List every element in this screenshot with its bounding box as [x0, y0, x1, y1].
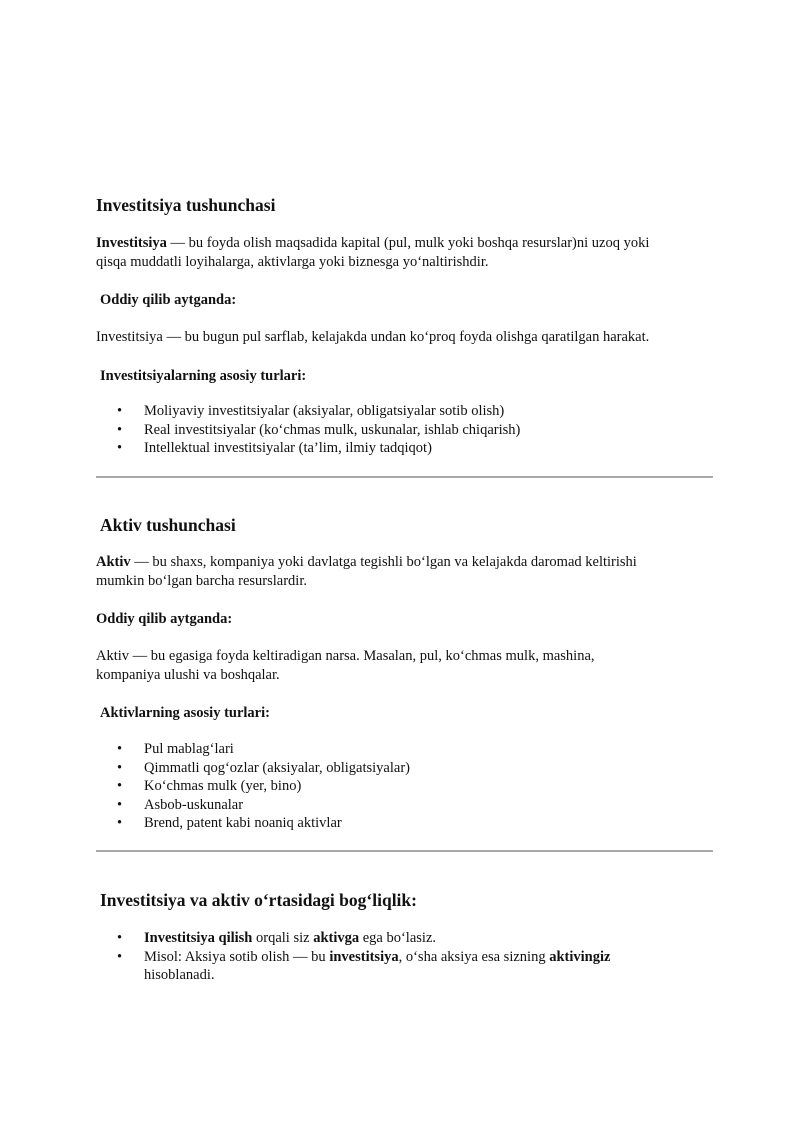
- item-text: , o‘sha aksiya esa sizning: [398, 948, 550, 965]
- definition-text: — bu shaxs, kompaniya yoki davlatga tegishli bo‘lgan va kelajakda daromad keltirishi: [130, 554, 637, 570]
- bullet-icon: •: [117, 930, 123, 946]
- types-heading-2: Aktivlarning asosiy turlari:: [100, 705, 270, 721]
- simple-text-1-line: Investitsiya — bu bugun pul sarflab, kelajakda undan ko‘proq foyda olishga qaratilgan harakat.: [96, 329, 650, 345]
- bullet-icon: •: [117, 796, 123, 813]
- bullet-icon: •: [117, 815, 123, 831]
- emphasis-text: aktivingiz: [549, 948, 611, 965]
- definition-text: — bu foyda olish maqsadida kapital (pul, mulk yoki boshqa resurslar)ni uzoq yoki: [166, 235, 650, 251]
- bullet-icon: •: [117, 403, 123, 419]
- section-title-boglliqlik: Investitsiya va aktiv o‘rtasidagi bog‘liqlik:: [100, 890, 417, 910]
- definition-term: Aktiv: [96, 554, 131, 570]
- bullet-icon: •: [117, 948, 123, 965]
- list-item-text: Moliyaviy investitsiyalar (aksiyalar, obligatsiyalar sotib olish): [144, 403, 505, 419]
- list-item-text: Asbob-uskunalar: [144, 796, 244, 813]
- emphasis-text: aktivga: [313, 930, 360, 946]
- item-text: orqali siz: [252, 930, 314, 946]
- bullet-icon: •: [117, 440, 123, 456]
- investitsiya-types-list: [96, 402, 520, 458]
- emphasis-text: investitsiya: [329, 948, 399, 965]
- divider: [96, 476, 713, 478]
- boglliqlik-list: [96, 929, 610, 985]
- list-item: [96, 402, 520, 421]
- list-item-text: Pul mablag‘lari: [144, 741, 234, 757]
- simple-text-1: [96, 328, 716, 347]
- list-item: [96, 814, 410, 833]
- bullet-icon: •: [117, 778, 123, 794]
- emphasis-text: Investitsiya qilish: [144, 930, 253, 946]
- types-heading-1: Investitsiyalarning asosiy turlari:: [100, 368, 307, 384]
- list-item: [96, 796, 410, 815]
- simple-text-2-line-2: kompaniya ulushi va boshqalar.: [96, 667, 280, 683]
- list-item-text: Brend, patent kabi noaniq aktivlar: [144, 815, 342, 831]
- definition-term: Investitsiya: [96, 235, 167, 251]
- list-item: [96, 439, 520, 458]
- item-text: ega bo‘lasiz.: [359, 930, 437, 946]
- section-title-aktiv: Aktiv tushunchasi: [100, 515, 236, 535]
- list-item-text: Qimmatli qog‘ozlar (aksiyalar, obligatsiyalar): [144, 759, 410, 776]
- item-text-line-2: hisoblanadi.: [144, 967, 215, 983]
- definition-line-2: qisqa muddatli loyihalarga, aktivlarga yoki biznesga yo‘naltirishdir.: [96, 254, 489, 270]
- aktiv-types-list: [96, 740, 410, 833]
- bullet-icon: •: [117, 741, 123, 757]
- simple-text-2-line-1: Aktiv — bu egasiga foyda keltiradigan narsa. Masalan, pul, ko‘chmas mulk, mashina,: [96, 648, 595, 664]
- bullet-icon: •: [117, 759, 123, 776]
- list-item: [96, 777, 410, 796]
- aktiv-definition: [96, 553, 716, 591]
- definition-line-1: [96, 234, 716, 253]
- list-item-text: Intellektual investitsiyalar (ta’lim, ilmiy tadqiqot): [144, 440, 432, 456]
- definition-line-1: [96, 553, 716, 572]
- item-text: Misol: Aksiya sotib olish — bu: [144, 948, 330, 965]
- bullet-icon: •: [117, 421, 123, 438]
- simple-heading-2: Oddiy qilib aytganda:: [96, 611, 233, 627]
- definition-line-2: mumkin bo‘lgan barcha resurslardir.: [96, 573, 307, 589]
- list-item-text: Real investitsiyalar (ko‘chmas mulk, uskunalar, ishlab chiqarish): [144, 421, 521, 438]
- investitsiya-definition: [96, 234, 716, 272]
- simple-text-2: [96, 647, 716, 685]
- list-item: [96, 421, 520, 440]
- list-item: [96, 740, 410, 759]
- list-item: [96, 929, 610, 948]
- list-item: [96, 948, 610, 985]
- section-title-investitsiya: Investitsiya tushunchasi: [96, 195, 276, 215]
- list-item: [96, 759, 410, 778]
- list-item-text: Ko‘chmas mulk (yer, bino): [144, 778, 302, 794]
- simple-heading-1: Oddiy qilib aytganda:: [100, 292, 237, 308]
- divider: [96, 850, 713, 852]
